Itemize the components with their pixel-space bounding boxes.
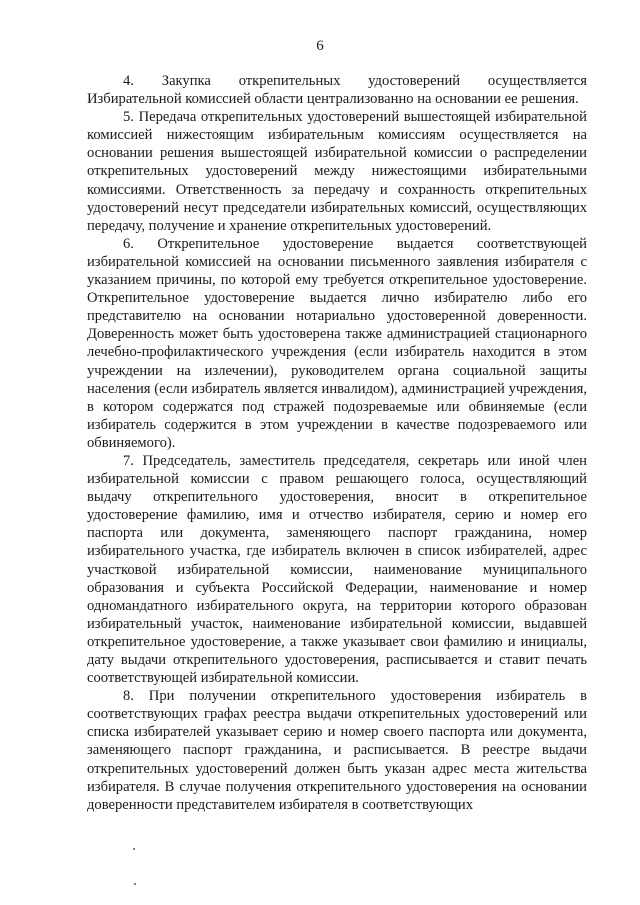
scan-speck (134, 883, 136, 885)
scan-speck (133, 848, 135, 850)
page-number: 6 (316, 38, 324, 54)
paragraph-8: 8. При получении открепительного удостоверения избиратель в соответствующих графах реестра выдачи открепительных удостоверений или списка избирателей указывает серию и номер своего паспорта или документа, заменяющего паспорт гражданина, и расписывается. В реестре выдачи открепительных удостоверений должен быть указан адрес места жительства избирателя. В случае получения открепительного удостоверения на основании доверенности представителем избирателя в соответствующих (87, 688, 587, 813)
paragraph-6: 6. Открепительное удостоверение выдается соответствующей избирательной комиссией на основании письменного заявления избирателя с указанием причины, по которой ему требуется открепительное удостоверение. Открепительное удостоверение выдается лично избирателю либо его представителю на основании нотариально удостоверенной доверенности. Доверенность может быть удостоверена также администрацией стационарного лечебно-профилактического учреждения (если избиратель находится в этом учреждении на излечении), руководителем органа социальной защиты населения (если избиратель является инвалидом), администрацией учреждения, в котором содержатся под стражей подозреваемые или обвиняемые (если избиратель содержится в этом учреждении в качестве подозреваемого или обвиняемого). (87, 235, 587, 451)
paragraph-4: 4. Закупка открепительных удостоверений осуществляется Избирательной комиссией области централизованно на основании ее решения. (87, 73, 587, 108)
body-text (87, 72, 587, 814)
paragraph-7: 7. Председатель, заместитель председателя, секретарь или иной член избирательной комиссии с правом решающего голоса, осуществляющий выдачу открепительного удостоверения, вносит в открепительное удостоверение фамилию, имя и отчество избирателя, серию и номер его паспорта или документа, заменяющего паспорт гражданина, номер избирательного участка, где избиратель включен в список избирателей, адрес участковой избирательной комиссии, наименование муниципального образования и субъекта Российской Федерации, наименование и номер одномандатного избирательного округа, на территории которого образован избирательный участок, наименование избирательной комиссии, выдавшей открепительное удостоверение, а также указывает свои фамилию и инициалы, дату выдачи открепительного удостоверения, расписывается и ставит печать соответствующей избирательной комиссии. (87, 452, 587, 687)
paragraph-5: 5. Передача открепительных удостоверений вышестоящей избирательной комиссией нижестоящим избирательным комиссиям осуществляется на основании решения вышестоящей избирательной комиссии о распределении открепительных удостоверений между нижестоящими избирательными комиссиями. Ответственность за передачу и сохранность открепительных удостоверений несут председатели избирательных комиссий, осуществляющих передачу, получение и хранение открепительных удостоверений. (87, 109, 587, 234)
